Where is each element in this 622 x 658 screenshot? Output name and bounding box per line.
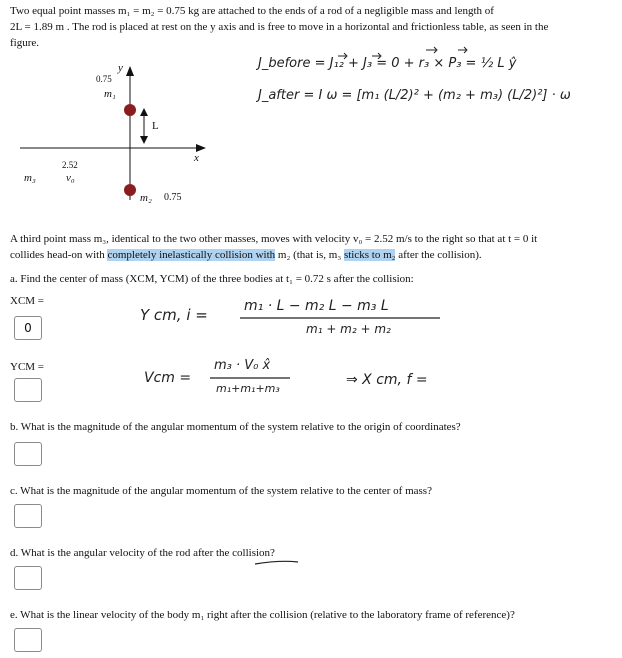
m2-label: m₂: [140, 192, 152, 204]
paragraph-line-2: [10, 248, 482, 262]
x-axis-label: x: [194, 152, 199, 164]
highlight-inelastic: completely inelastically collision with: [107, 249, 276, 261]
v0-note: 2.52: [62, 160, 78, 170]
m1-note: 0.75: [96, 74, 112, 84]
handwriting-ycm-lhs: Y cm, i =: [140, 306, 208, 324]
highlight-sticks: sticks to m₂: [343, 249, 396, 261]
answer-e-input[interactable]: [14, 628, 42, 652]
m2-note: 0.75: [164, 192, 182, 203]
answer-c-input[interactable]: [14, 504, 42, 528]
paragraph-line-1: A third point mass m₃, identical to the two other masses, moves with velocity v₀ = 2.52 m/s to the right so that at t = 0 it: [10, 233, 538, 245]
xcm-value: 0: [24, 321, 32, 335]
v0-label: v₀: [66, 172, 75, 184]
xcm-label: XCM =: [10, 295, 45, 307]
question-d: d. What is the angular velocity of the rod after the collision?: [10, 547, 275, 559]
m3-label: m₃: [24, 172, 36, 184]
question-e: e. What is the linear velocity of the body m₁ right after the collision (relative to the laboratory frame of reference)?: [10, 609, 515, 621]
vector-arrow-p3: [458, 47, 467, 53]
handwriting-vcm-lhs: Vcm =: [144, 370, 192, 386]
handwriting-ycm-den: m₁ + m₂ + m₂: [306, 322, 391, 336]
handwriting-vcm-den: m₁+m₁+m₃: [216, 382, 280, 395]
length-arrow-head-bottom: [140, 136, 148, 144]
problem-line-2: 2L = 1.89 m . The rod is placed at rest on the y axis and is free to move in a horizontal and frictionless table, as seen in the: [10, 21, 549, 33]
handwriting-ycm-num: m₁ · L − m₂ L − m₃ L: [244, 298, 389, 314]
answer-d-input[interactable]: [14, 566, 42, 590]
question-b: b. What is the magnitude of the angular momentum of the system relative to the origin of coordinates?: [10, 421, 461, 433]
answer-b-input[interactable]: [14, 442, 42, 466]
paragraph-post: after the collision).: [395, 249, 482, 261]
mass-m2: [124, 184, 136, 196]
mass-m1: [124, 104, 136, 116]
handwriting-xcm-f: ⇒ X cm, f =: [346, 372, 428, 388]
y-axis-arrow: [126, 66, 134, 76]
paragraph-pre: collides head-on with: [10, 249, 108, 261]
vector-arrow-r3: [426, 47, 437, 53]
handwriting-j-after: J_after = I ω = [m₁ (L/2)² + (m₂ + m₃) (L/2)²] · ω: [258, 88, 571, 103]
length-arrow-head-top: [140, 108, 148, 116]
paragraph-mid: m₂ (that is, m₃: [275, 249, 344, 261]
xcm-input[interactable]: [14, 316, 42, 340]
handwriting-vcm-num: m₃ · V₀ x̂: [214, 358, 271, 373]
x-axis-arrow: [196, 144, 206, 152]
length-label: L: [152, 120, 159, 132]
underline-d: [255, 561, 298, 564]
m1-label: m₁: [104, 88, 116, 100]
ycm-input[interactable]: [14, 378, 42, 402]
handwriting-j-before: J_before = J₁₂ + J₃ = 0 + r₃ × P₃ = ½ L ŷ: [258, 56, 517, 71]
question-c: c. What is the magnitude of the angular momentum of the system relative to the center of mass?: [10, 485, 432, 497]
problem-line-3: figure.: [10, 37, 40, 49]
question-a: a. Find the center of mass (XCM, YCM) of the three bodies at t₁ = 0.72 s after the collision:: [10, 273, 414, 285]
problem-line-1: Two equal point masses m₁ = m₂ = 0.75 kg are attached to the ends of a rod of a negligible mass and length of: [10, 5, 494, 17]
y-axis-label: y: [118, 62, 123, 74]
ycm-label: YCM =: [10, 361, 45, 373]
